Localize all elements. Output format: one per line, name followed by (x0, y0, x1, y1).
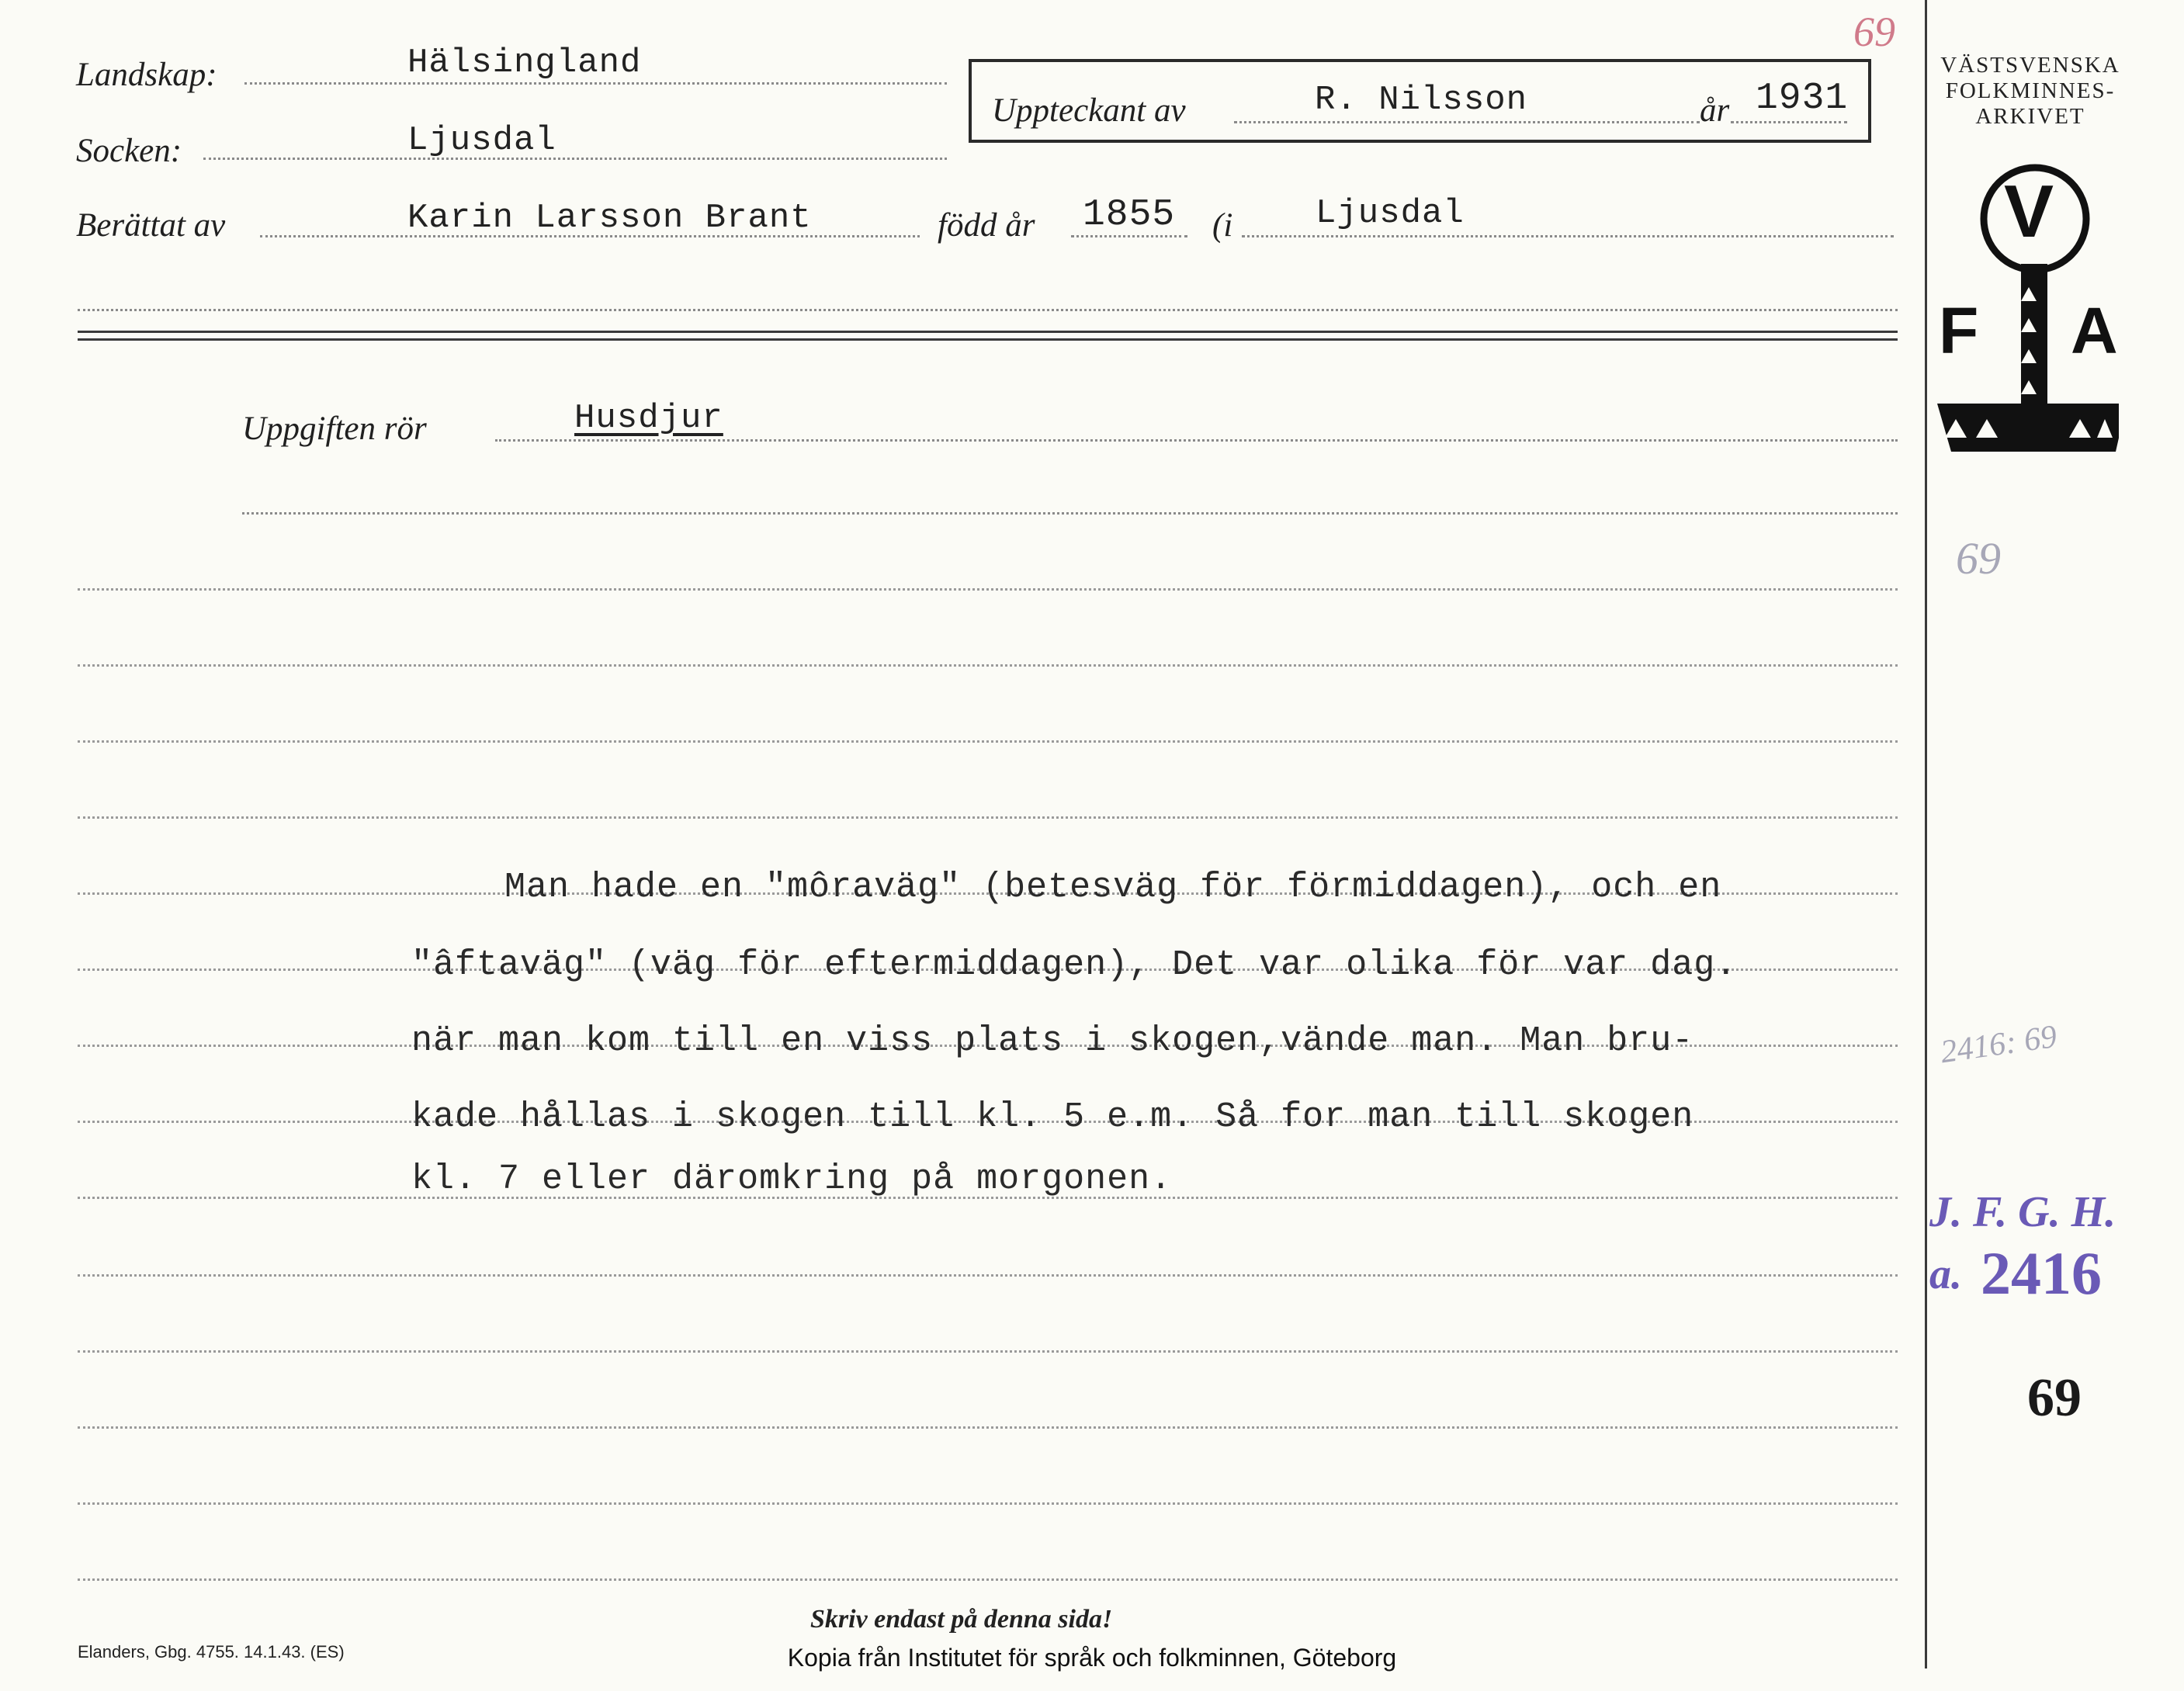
page-number: 69 (2027, 1368, 2082, 1428)
body-text-line-4: kade hållas i skogen till kl. 5 e.m. Så for man till skogen (411, 1097, 1694, 1137)
berattat-label: Berättat av (76, 207, 226, 244)
fodd-value: 1855 (1083, 194, 1176, 236)
rule-line (78, 1350, 1898, 1353)
socken-label: Socken: (76, 133, 182, 169)
rule-line (78, 816, 1898, 819)
ar-value: 1931 (1756, 78, 1849, 120)
instruction-text: Skriv endast på denna sida! (810, 1605, 1113, 1634)
topic-label: Uppgiften rör (242, 411, 427, 447)
header-rule-top (78, 331, 1898, 333)
rule-line (78, 588, 1898, 591)
blank-dotted-line (78, 309, 1898, 311)
landskap-label: Landskap: (76, 57, 217, 93)
logo-letter-v: V (2004, 170, 2054, 253)
rule-line (242, 512, 1898, 515)
stamp-number: 2416 (1981, 1239, 2102, 1307)
rule-line (78, 1426, 1898, 1429)
body-text-line-2: "âftaväg" (väg för eftermiddagen), Det var olika för var dag. (411, 945, 1738, 985)
archive-name-line-2: FOLKMINNES- (1945, 78, 2116, 103)
logo-letter-a: A (2071, 294, 2118, 367)
i-dotted-line (1242, 235, 1894, 237)
uppteck-dotted-line (1234, 121, 1700, 123)
printer-imprint: Elanders, Gbg. 4755. 14.1.43. (ES) (78, 1642, 345, 1662)
stamp-prefix: a. (1929, 1250, 1962, 1298)
rule-line (78, 1502, 1898, 1505)
rule-line (78, 664, 1898, 667)
ar-label: år (1700, 92, 1730, 129)
uppteck-value: R. Nilsson (1315, 81, 1528, 120)
fodd-label: född år (938, 207, 1035, 244)
rule-line (78, 1578, 1898, 1581)
landskap-value: Hälsingland (407, 43, 642, 82)
body-text-line-1: Man hade en "môraväg" (betesväg för förmiddagen), och en (504, 868, 1722, 907)
logo-letter-f: F (1939, 294, 1979, 367)
archive-name (1922, 53, 2139, 130)
pencil-number-69: 69 (1956, 533, 2001, 584)
uppteck-label: Uppteckant av (992, 92, 1186, 129)
copy-note: Kopia från Institutet för språk och folkminnen, Göteborg (787, 1644, 1397, 1672)
body-text-line-5: kl. 7 eller däromkring på morgonen. (411, 1159, 1173, 1199)
rule-line (78, 1274, 1898, 1277)
topic-value: Husdjur (574, 399, 723, 438)
topic-dotted-line (495, 439, 1898, 442)
recorder-box (969, 59, 1871, 143)
socken-dotted-line (203, 158, 947, 160)
stamp-initials: J. F. G. H. (1929, 1188, 2116, 1236)
i-label: (i (1212, 207, 1233, 244)
rule-line (78, 740, 1898, 743)
body-text-line-3: när man kom till en viss plats i skogen,vände man. Man bru- (411, 1021, 1694, 1061)
corner-pencil-number: 69 (1853, 9, 1895, 55)
vfa-logo (1933, 163, 2119, 473)
archive-name-line-1: VÄSTSVENSKA (1940, 53, 2120, 78)
pencil-reference: 2416: 69 (1938, 1018, 2059, 1071)
sidebar-divider (1925, 0, 1927, 1668)
ar-dotted-line (1731, 121, 1847, 123)
header-rule-bottom (78, 338, 1898, 341)
archive-name-line-3: ARKIVET (1975, 104, 2085, 129)
i-value: Ljusdal (1316, 194, 1465, 233)
landskap-dotted-line (244, 82, 947, 85)
berattat-value: Karin Larsson Brant (407, 199, 812, 237)
socken-value: Ljusdal (407, 121, 556, 160)
